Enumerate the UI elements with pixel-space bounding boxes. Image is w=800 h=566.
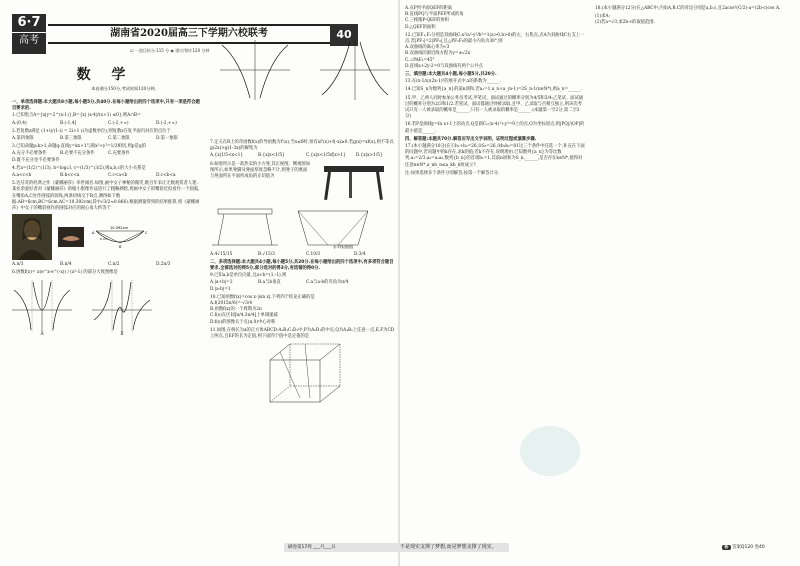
- question-18-part-2: (2)若a=√3,求2b-c的取值范围.: [595, 20, 655, 26]
- option: D.第一象限: [156, 136, 178, 142]
- lips-length-label: 10.392cm: [110, 226, 129, 231]
- logo-text: 高考: [12, 32, 46, 49]
- option: B.{x|x<1/5}: [258, 153, 285, 159]
- option: A.f(2015π/6)=-√3/4: [210, 301, 253, 307]
- question-2: [12, 129, 202, 142]
- column-3: [405, 6, 585, 179]
- cube-diagram: [260, 340, 350, 406]
- page-fold: [398, 0, 400, 566]
- option: D.|a-b|=1: [210, 286, 231, 292]
- option: B.a与b垂直: [258, 280, 281, 286]
- option: A.第四象限: [12, 136, 34, 142]
- option: A.a<c<b: [12, 173, 32, 179]
- question-7: [210, 140, 395, 160]
- question-text: 5.达芬奇的经典之作《蒙娜丽莎》举世闻名.如图,画中女子神秘的微笑,数百年来让无数观赏者人迷.某业余爱好者对《蒙娜丽莎》的缩小影像作品进行了粗略测绘,将画中女子的嘴唇近似看作一个圆弧,在嘴角A,C处作圆弧的切线,两条切线交于B点,测得如下数据:AB=6cm,BC=6cm,AC=10.392cm(其中√3/2≈0.866).根据测量得到的结果推算,将《蒙娜丽莎》中女子的嘴唇视作的圆弧对应的圆心角大约等于: [12, 181, 200, 212]
- question-text: 9.已知a,b是单位向量,且a+b=(1,-1),则: [210, 273, 287, 279]
- stool-views: [210, 205, 395, 249]
- options: [210, 252, 395, 258]
- option: A.点P到平面QEF的距离: [405, 6, 453, 11]
- option: A.(0,4): [12, 120, 27, 126]
- question-text: 3.已知命题p:k>1,命题q:直线y=kx+1与圆x²+y²=1/2相切,则p是q的: [12, 144, 146, 150]
- question-10: [210, 295, 395, 326]
- point-a-label: A: [92, 231, 95, 236]
- option: D.(-2,+∞): [156, 120, 177, 126]
- option: B.双曲线的渐近线方程为y=±√2x: [405, 51, 471, 57]
- answer-tag: 答: [724, 545, 729, 550]
- page-number: [722, 543, 765, 552]
- graph-option-a: [12, 280, 72, 338]
- option: B.b<c<a: [60, 173, 80, 179]
- question-8-row: [210, 162, 395, 202]
- options: [12, 151, 202, 163]
- logo-number: 6·7: [17, 15, 41, 30]
- option: C.c<a<b: [108, 173, 128, 179]
- question-17-note: 注:如果选择多个条件分别解答,按第一个解答计分.: [405, 170, 500, 176]
- stool-side-view: [288, 205, 378, 249]
- question-3: [12, 144, 202, 164]
- footer-date-field[interactable]: 刷卷第17周 ___月___日: [284, 543, 509, 552]
- option: B.必要不充分条件: [60, 151, 95, 157]
- function-graph-a: [12, 280, 72, 332]
- footer-motto: 不是现实支撑了梦想,而是梦想支撑了现实。: [400, 544, 497, 550]
- subject-title: 数 学: [76, 67, 134, 83]
- stool-front-view: [210, 205, 280, 249]
- option: C.三棱锥P-QEF的体积: [405, 18, 450, 24]
- option: B.π/4: [60, 262, 72, 268]
- column-2: [210, 40, 395, 408]
- option: D.既不充分也不必要条件: [12, 157, 60, 163]
- option: D.△QEF的面积: [405, 24, 436, 30]
- question-text: 1.已知集合A={x|y=2^(x-1)},B={x| (x-4)/(x+1) ≤0},则A∩B=: [12, 113, 141, 119]
- option: B.直线PQ与平面PEF所成的角: [405, 12, 464, 18]
- graph-option-b: [92, 280, 152, 338]
- question-text: 10.已知函数f(x)=cos x·|sin x|,下列四个结论正确的是: [210, 294, 315, 300]
- question-18: 18.(本小题满分12分)在△ABC中,内角A,B,C的对边分别是a,b,c,且2acos²(C/2)-a=(2b-c)cos A.: [595, 6, 781, 11]
- question-5: [12, 181, 202, 268]
- question-6-graphs-cd: [210, 40, 395, 100]
- option: B.第三象限: [60, 136, 82, 142]
- column-1: [12, 98, 202, 340]
- options: [210, 280, 395, 292]
- option: A.双曲线的离心率为√3: [405, 45, 450, 51]
- question-text: 11.如图,在棱长为a的正方体ABCD-A₁B₁C₁D₁中,P为A₁D₁的中点,Q为A₁B₁上任意一点,E,F为CD上两点,且EF的长为定值,则下面四个值中是定值的是: [210, 327, 395, 340]
- option: D.{x|x>1/5}: [355, 153, 383, 159]
- watermark-seal: [520, 426, 580, 476]
- score-info: ☑ 一道目标分:115 分 ◉ 建议用时:120 分钟: [130, 48, 210, 53]
- option: B.函数f(x)的一个周期为2π: [210, 307, 262, 313]
- brand-logo: [12, 14, 46, 54]
- side-length-label: 6 cm: [100, 237, 108, 242]
- option: D.直线x+2y-2=0与双曲线有两个公共点: [405, 63, 483, 69]
- option: C.{x|x<1/5或x>1}: [306, 153, 346, 159]
- lips-geometry-diagram: [90, 225, 150, 249]
- page-number-text: 答案Q120 卷40: [731, 545, 765, 550]
- question-6: [12, 270, 202, 337]
- point-c-label: C: [145, 231, 148, 236]
- graph-a-label: A: [40, 331, 44, 337]
- section-heading: 二、多项选择题:本大题共4小题,每小题5分,共20分.在每小题给出的四个选项中,有多项符合题目要求.全部选对的得5分,部分选对的得3分,有选错的得0分.: [210, 259, 394, 272]
- question-text: 2.若复数z满足 (1+i)/(1-i) = 2i+1 (i为虚数单位),则复数z在复平面内对应的点位于: [12, 128, 171, 134]
- stool-caption: 水平线(底面): [333, 244, 354, 249]
- option: C.10/3: [306, 251, 321, 257]
- question-1: [12, 113, 202, 126]
- option: D.2π/3: [156, 262, 171, 268]
- function-graph-b: [92, 280, 152, 332]
- question-text: 4.若a=(1/2)^(1/3), b=log₂3, c=(1/3)^(3/2),则a,b,c的大小关系是: [12, 165, 146, 171]
- section-heading: 一、单项选择题:本大题共8小题,每小题5分,共40分.在每小题给出的四个选项中,只有一项是符合题目要求的.: [12, 100, 200, 112]
- question-5-figures: [12, 214, 202, 260]
- options: [210, 153, 395, 159]
- option: D.3/4: [354, 251, 366, 257]
- graph-b-label: B: [120, 331, 124, 337]
- option: C.∠PAF₂=45°: [405, 57, 435, 63]
- question-17: 17.(本小题满分10分)在①b₁+b₂=26,②S₃=26,③b₁b₂=81这三个条件中任选一个,补充在下面的问题中,若问题中的k存在,求k的值;若k不存在,说明理由.已知数列{a_n}为等比数列,a₁=2/3,a₃=a₁a₂,数列{b_n}的首项b₁=1,其前n项和为S_n,______,是否存在k∈N*,使得对任意n∈N*,a_nb_n≤a_kb_k恒成立?: [405, 144, 585, 168]
- section-heading: 三、填空题:本大题共4小题,每小题5分,共20分.: [405, 72, 497, 78]
- question-12: [405, 33, 585, 70]
- column-4: [595, 6, 790, 27]
- question-18-part-1: (1)求A;: [595, 14, 610, 20]
- lips-closeup: [58, 227, 84, 247]
- question-text: 6.函数f(x)= x(e^x-e^(-x)) / (x²-1) 的部分大致图像是: [12, 270, 118, 276]
- paper-number: 40: [330, 24, 358, 46]
- option: C.充要条件: [108, 151, 130, 157]
- question-16: 16.若P是曲线y=ln x+1上的动点,Q是圆C₁:(x-4)²+y²=9上的点,O为坐标原点,则|PQ|/|OP|的最小值是______.: [405, 122, 585, 134]
- option: A.充分不必要条件: [12, 151, 47, 157]
- option: D.c<b<a: [156, 173, 176, 179]
- point-b-label: B: [119, 245, 122, 250]
- exam-title: 湖南省2020届高三下学期六校联考: [48, 24, 330, 44]
- question-13: 13.在(x-1/x)(2x-1)⁵的展开式中,x的系数为______.: [405, 79, 501, 85]
- option: A.4√15/15: [210, 251, 233, 257]
- section-heading: 四、解答题:本题共70分.解答应写出文字说明、证明过程或演算步骤.: [405, 136, 537, 142]
- option: C.(-2,+∞): [108, 120, 129, 126]
- options: [12, 262, 202, 268]
- options: [12, 173, 202, 179]
- option: A.{x|1/5<x<1}: [210, 153, 244, 159]
- question-11: [210, 328, 395, 406]
- option: B.√15/3: [258, 251, 275, 257]
- stool-photo: [314, 162, 394, 202]
- question-text: 8.如图所示是一款热卖的小方凳,其正视图、侧视图如图所示,如果凳脚及凳面厚度忽略不计,则凳子的底面与凳面所在平面所成角的正切值为: [210, 161, 310, 180]
- option: C.π/2: [108, 262, 120, 268]
- option: C.第二象限: [108, 136, 130, 142]
- options: [12, 136, 202, 142]
- option: B.(-1,4]: [60, 120, 77, 126]
- question-15: 15.甲、乙两人同时参加公务员考试,甲笔试、面试通过的概率分别为4/5和3/4;乙笔试、面试通过的概率分别为2/3和1/2.若笔试、面试都通过则被录取,且甲、乙录取与否相互独立,则该次考试只有一人被录取的概率是______,只有一人被录取的概率是______.(本题第一空2分,第二空3分): [405, 95, 584, 120]
- question-4: [12, 166, 202, 179]
- question-8: [210, 162, 395, 258]
- option: A.π/3: [12, 262, 24, 268]
- options: [12, 121, 202, 127]
- option: A.|a+b|=2: [210, 280, 233, 286]
- question-11-options: [405, 6, 585, 31]
- question-text: 7.定义在R上的奇函数f(x)的导函数为f'(x),当x≤0时,恒有xf'(x)+f(-x)≥0,若g(x)=xf(x),则不等式g(2x)>g(1-3x)的解集为: [210, 140, 394, 152]
- exam-intro: 本卷满分150分,考试时间120分钟。: [91, 86, 159, 91]
- question-14: 14.已知S_n为数列{a_n}的前n项和,若a₁=1,a_n+a_(n-1)=2S_n-1(n∈N*),则a_n=______.: [405, 87, 583, 93]
- question-text: 12.已知F₁,F₂分别是双曲线C:x²/a²-y²/b²=1(a>0,b>0)的左、右焦点,点A为双曲线C右支上一点,若|PF₁|=2|PF₂|,且△PF₁F₂的最小内角为30°,则: [405, 32, 585, 45]
- question-9: [210, 273, 395, 293]
- question-6-graphs: [12, 280, 202, 338]
- option: C.f(x)在区间[π/4,3π/4]上单调递减: [210, 313, 278, 319]
- mona-lisa-image: [12, 214, 52, 260]
- option: D.f(x)的图像关于点(π,0)中心对称: [210, 319, 276, 325]
- option: C.a与a-b的夹角为π/4: [306, 280, 349, 286]
